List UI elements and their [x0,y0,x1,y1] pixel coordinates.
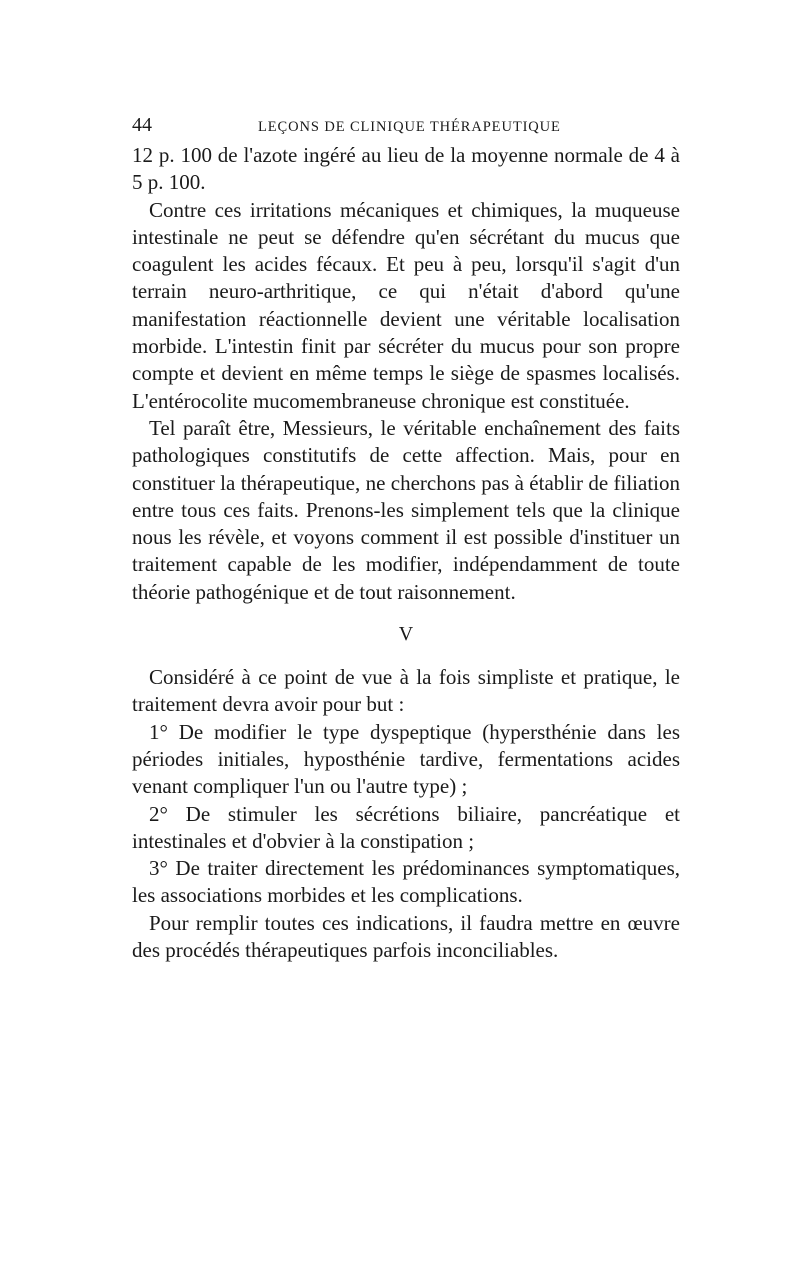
paragraph: Considéré à ce point de vue à la fois simpliste et pratique, le traitement devra avoir pour but : [132,665,680,717]
paragraph-continued: 12 p. 100 de l'azote ingéré au lieu de la moyenne normale de 4 à 5 p. 100. [132,143,680,195]
list-item: 1° De modifier le type dyspeptique (hypersthénie dans les périodes initiales, hyposthénie tardive, fermentations acides venant compliquer l'un ou l'autre type) ; [132,719,680,799]
section-heading: V [398,623,414,646]
paragraph: Pour remplir toutes ces indications, il faudra mettre en œuvre des procédés thérapeutiques parfois inconciliables. [132,910,680,963]
book-page [132,108,680,964]
list-item: 3° De traiter directement les prédominances symptomatiques, les associations morbides et les complications. [132,856,680,908]
running-title: LEÇONS DE CLINIQUE THÉRAPEUTIQUE [258,119,561,135]
list-item: 2° De stimuler les sécrétions biliaire, pancréatique et intestinales et d'obvier à la constipation ; [132,801,680,853]
paragraph: Tel paraît être, Messieurs, le véritable enchaînement des faits pathologiques constitutifs de cette affection. Mais, pour en constituer la thérapeutique, ne cherchons pas à établir de filiation entre tous ces faits. Prenons-les simplement tels que la clinique nous les révèle, et voyons comment il est possible d'instituer un traitement capable de les modifier, indépendamment de toute théorie pathogénique et de tout raisonnement. [132,415,680,604]
paragraph: Contre ces irritations mécaniques et chimiques, la muqueuse intestinale ne peut se défendre qu'en sécrétant du mucus que coagulent les acides fécaux. Et peu à peu, lorsqu'il s'agit d'un terrain neuro-arthritique, ce qui n'était d'abord qu'une manifestation réactionnelle devient une véritable localisation morbide. L'intestin finit par sécréter du mucus pour son propre compte et devient en même temps le siège de spasmes localisés. L'entérocolite mucomembraneuse chronique est constituée. [132,197,680,413]
running-head [132,108,680,138]
page-body [132,142,680,964]
page-number: 44 [132,114,152,136]
